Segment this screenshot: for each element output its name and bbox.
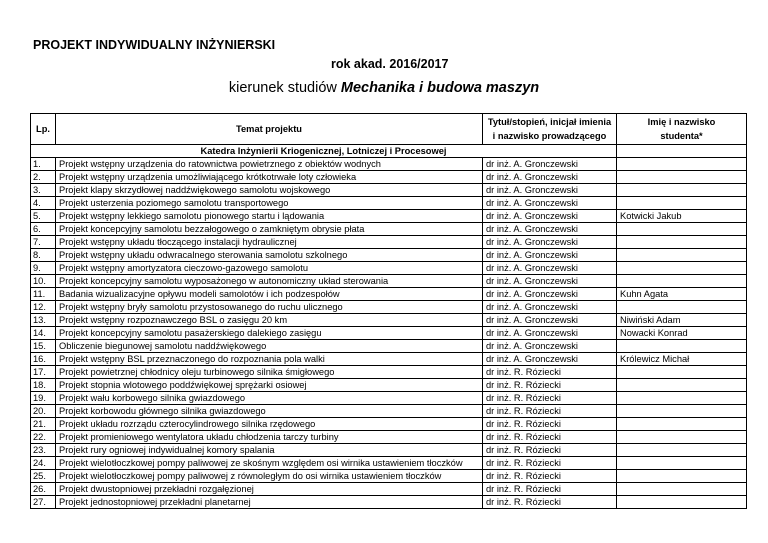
row-number: 7. [31,236,56,249]
row-topic: Projekt stopnia wlotowego poddźwiękowej sprężarki osiowej [56,379,483,392]
table-row [31,236,747,249]
table-row [31,418,747,431]
row-student [617,262,747,275]
row-student [617,340,747,353]
table-row [31,301,747,314]
table-header-row [31,114,747,145]
document-title: PROJEKT INDYWIDUALNY INŻYNIERSKI [33,38,276,52]
row-student: Kuhn Agata [617,288,747,301]
row-number: 2. [31,171,56,184]
row-student [617,275,747,288]
row-topic: Projekt wstępny BSL przeznaczonego do rozpoznania pola walki [56,353,483,366]
row-number: 20. [31,405,56,418]
row-topic: Projekt powietrznej chłodnicy oleju turbinowego silnika śmigłowego [56,366,483,379]
table-row [31,210,747,223]
row-number: 3. [31,184,56,197]
row-number: 10. [31,275,56,288]
row-student [617,470,747,483]
row-student: Niwiński Adam [617,314,747,327]
row-student [617,405,747,418]
row-student [617,223,747,236]
row-topic: Projekt promieniowego wentylatora układu chłodzenia tarczy turbiny [56,431,483,444]
row-supervisor: dr inż. A. Gronczewski [483,210,617,223]
row-number: 24. [31,457,56,470]
row-number: 14. [31,327,56,340]
row-supervisor: dr inż. A. Gronczewski [483,171,617,184]
row-number: 27. [31,496,56,509]
row-topic: Projekt dwustopniowej przekładni rozgałęzionej [56,483,483,496]
row-topic: Projekt wstępny układu odwracalnego sterowania samolotu szkolnego [56,249,483,262]
field-of-study [0,80,768,96]
table-row [31,288,747,301]
row-number: 1. [31,158,56,171]
header-lp: Lp. [31,114,56,145]
row-number: 25. [31,470,56,483]
row-student: Królewicz Michał [617,353,747,366]
row-supervisor: dr inż. R. Róziecki [483,366,617,379]
row-student [617,457,747,470]
row-number: 23. [31,444,56,457]
row-supervisor: dr inż. A. Gronczewski [483,288,617,301]
row-student [617,184,747,197]
row-number: 18. [31,379,56,392]
row-number: 6. [31,223,56,236]
row-topic: Projekt wstępny urządzenia do ratownictwa powietrznego z obiektów wodnych [56,158,483,171]
row-supervisor: dr inż. A. Gronczewski [483,327,617,340]
row-topic: Projekt wstępny lekkiego samolotu pionowego startu i lądowania [56,210,483,223]
table-row [31,392,747,405]
row-student [617,379,747,392]
row-student [617,301,747,314]
row-student [617,366,747,379]
row-topic: Projekt koncepcyjny samolotu pasażerskiego dalekiego zasięgu [56,327,483,340]
row-supervisor: dr inż. R. Róziecki [483,444,617,457]
section-row [31,145,747,158]
row-supervisor: dr inż. R. Róziecki [483,431,617,444]
section-empty-cell [617,145,747,158]
row-number: 17. [31,366,56,379]
table-row [31,158,747,171]
row-supervisor: dr inż. A. Gronczewski [483,314,617,327]
row-supervisor: dr inż. A. Gronczewski [483,236,617,249]
row-student [617,197,747,210]
row-number: 26. [31,483,56,496]
row-supervisor: dr inż. A. Gronczewski [483,158,617,171]
field-name: Mechanika i budowa maszyn [340,80,540,96]
header-student-line1: Imię i nazwisko [647,117,716,127]
row-topic: Projekt wstępny układu tłoczącego instalacji hydraulicznej [56,236,483,249]
row-student [617,496,747,509]
row-number: 5. [31,210,56,223]
row-number: 4. [31,197,56,210]
table-row [31,314,747,327]
row-student [617,171,747,184]
row-student: Nowacki Konrad [617,327,747,340]
table-row [31,405,747,418]
row-number: 16. [31,353,56,366]
header-topic: Temat projektu [56,114,483,145]
row-number: 12. [31,301,56,314]
table-row [31,184,747,197]
row-topic: Projekt wału korbowego silnika gwiazdowego [56,392,483,405]
row-topic: Projekt wstępny amortyzatora cieczowo-gazowego samolotu [56,262,483,275]
table-row [31,353,747,366]
row-number: 22. [31,431,56,444]
row-supervisor: dr inż. A. Gronczewski [483,301,617,314]
table-row [31,470,747,483]
table-row [31,483,747,496]
row-number: 19. [31,392,56,405]
row-number: 9. [31,262,56,275]
table-row [31,262,747,275]
projects-table [30,113,747,509]
row-topic: Projekt wstępny rozpoznawczego BSL o zasięgu 20 km [56,314,483,327]
table-row [31,249,747,262]
row-student [617,249,747,262]
row-student [617,431,747,444]
row-topic: Projekt rury ogniowej indywidualnej komory spalania [56,444,483,457]
header-student-line2: studenta* [660,131,703,141]
row-topic: Projekt układu rozrządu czterocylindrowego silnika rzędowego [56,418,483,431]
table-row [31,340,747,353]
row-supervisor: dr inż. A. Gronczewski [483,184,617,197]
table-row [31,171,747,184]
row-number: 11. [31,288,56,301]
row-number: 8. [31,249,56,262]
table-row [31,444,747,457]
row-supervisor: dr inż. R. Róziecki [483,483,617,496]
row-supervisor: dr inż. R. Róziecki [483,470,617,483]
header-supervisor-line1: Tytuł/stopień, inicjał imienia [487,117,612,127]
row-supervisor: dr inż. R. Róziecki [483,457,617,470]
row-supervisor: dr inż. R. Róziecki [483,405,617,418]
row-student [617,158,747,171]
row-topic: Projekt korbowodu głównego silnika gwiazdowego [56,405,483,418]
row-supervisor: dr inż. A. Gronczewski [483,249,617,262]
row-student [617,392,747,405]
row-number: 15. [31,340,56,353]
row-topic: Projekt usterzenia poziomego samolotu transportowego [56,197,483,210]
table-row [31,275,747,288]
row-student [617,444,747,457]
row-supervisor: dr inż. R. Róziecki [483,379,617,392]
table-row [31,223,747,236]
table-row [31,327,747,340]
row-supervisor: dr inż. A. Gronczewski [483,223,617,236]
row-supervisor: dr inż. A. Gronczewski [483,353,617,366]
row-student [617,483,747,496]
row-topic: Badania wizualizacyjne opływu modeli samolotów i ich podzespołów [56,288,483,301]
academic-year: rok akad. 2016/2017 [331,57,449,71]
table-row [31,197,747,210]
row-student: Kotwicki Jakub [617,210,747,223]
table-row [31,431,747,444]
row-supervisor: dr inż. R. Róziecki [483,418,617,431]
section-title: Katedra Inżynierii Kriogenicznej, Lotniczej i Procesowej [31,145,617,158]
header-supervisor-line2: i nazwisko prowadzącego [492,131,607,141]
row-supervisor: dr inż. A. Gronczewski [483,262,617,275]
row-topic: Projekt wielotłoczkowej pompy paliwowej z równoległym do osi wirnika ustawieniem tłoczków [56,470,483,483]
row-topic: Projekt koncepcyjny samolotu bezzałogowego o zamkniętym obrysie płata [56,223,483,236]
row-number: 13. [31,314,56,327]
header-supervisor [483,114,617,145]
table-row [31,379,747,392]
row-supervisor: dr inż. A. Gronczewski [483,197,617,210]
row-supervisor: dr inż. R. Róziecki [483,392,617,405]
row-topic: Obliczenie biegunowej samolotu naddźwiękowego [56,340,483,353]
row-topic: Projekt wielotłoczkowej pompy paliwowej ze skośnym względem osi wirnika ustawieniem tłoczków [56,457,483,470]
row-topic: Projekt koncepcyjny samolotu wyposażonego w autonomiczny układ sterowania [56,275,483,288]
row-supervisor: dr inż. A. Gronczewski [483,340,617,353]
table-row [31,496,747,509]
row-supervisor: dr inż. A. Gronczewski [483,275,617,288]
row-number: 21. [31,418,56,431]
field-prefix: kierunek studiów [228,80,337,96]
row-topic: Projekt wstępny urządzenia umożliwiającego krótkotrwałe loty człowieka [56,171,483,184]
table-row [31,457,747,470]
header-student [617,114,747,145]
row-topic: Projekt wstępny bryły samolotu przystosowanego do ruchu ulicznego [56,301,483,314]
row-supervisor: dr inż. R. Róziecki [483,496,617,509]
table-row [31,366,747,379]
row-student [617,418,747,431]
row-student [617,236,747,249]
row-topic: Projekt jednostopniowej przekładni planetarnej [56,496,483,509]
row-topic: Projekt klapy skrzydłowej naddźwiękowego samolotu wojskowego [56,184,483,197]
